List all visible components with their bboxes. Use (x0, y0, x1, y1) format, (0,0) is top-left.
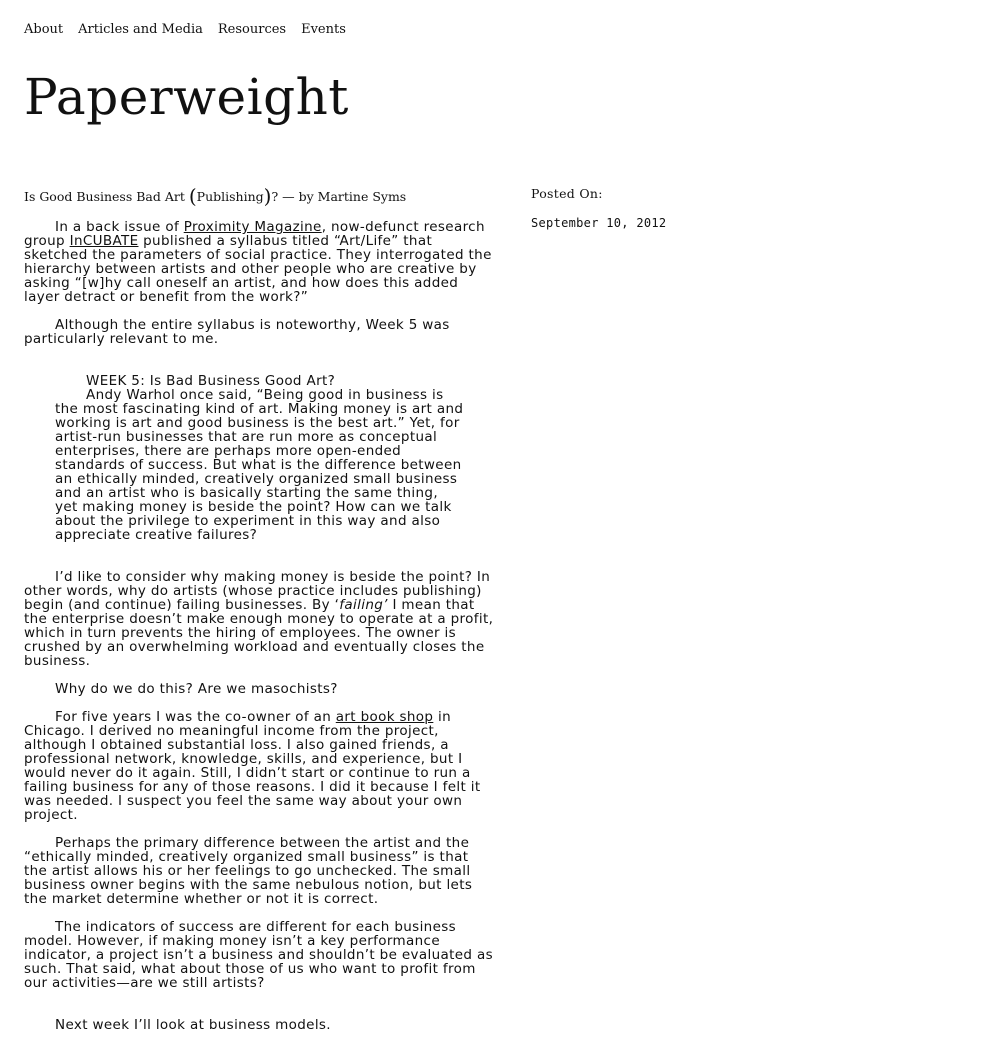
paragraph-1-text: In a back issue of (55, 219, 184, 235)
paragraph-5-text: For five years I was the co-owner of an (55, 709, 336, 725)
post-title-byline: ? — by Martine Syms (271, 189, 407, 204)
incubate-link[interactable]: InCUBATE (69, 233, 139, 249)
post-title-part1: Is Good Business Bad Art (24, 189, 189, 204)
paragraph-1 (24, 220, 494, 304)
nav-item-resources[interactable]: Resources (217, 22, 287, 37)
main-nav (24, 22, 346, 37)
post-title-paren-close: ) (263, 184, 272, 208)
proximity-magazine-link[interactable]: Proximity Magazine (183, 219, 322, 235)
nav-item-events[interactable]: Events (301, 22, 346, 37)
paragraph-5 (24, 710, 494, 822)
paragraph-4: Why do we do this? Are we masochists? (55, 681, 338, 697)
post-title (24, 184, 406, 208)
post-meta (531, 186, 751, 230)
posted-on-label: Posted On: (531, 186, 603, 201)
post-title-paren-open: ( (188, 184, 197, 208)
paragraph-1-text-mid: , now-defunct research group (24, 219, 485, 249)
paragraph-2: Although the entire syllabus is noteworthy, Week 5 was particularly relevant to me. (24, 317, 450, 347)
post-title-part2: Publishing (196, 189, 264, 204)
paragraph-1-text-end: published a syllabus titled “Art/Life” that sketched the parameters of social practice. They interrogated the hierarchy between artists and other people who are creative by asking “[w]hy call oneself an artist, and how does this added layer detract or benefit from the work?” (24, 233, 492, 305)
failing-emphasis: failing’ (339, 597, 388, 613)
paragraph-5-text-end: in Chicago. I derived no meaningful income from the project, although I obtained substantial loss. I also gained friends, a professional network, knowledge, skills, and experience, but I would never do it again. Still, I didn’t start or continue to run a failing business for any of those reasons. I did it because I felt it was needed. I suspect you feel the same way about your own project. (24, 709, 481, 823)
paragraph-3-text: I’d like to consider why making money is beside the point? In other words, why do artists (whose practice includes publishing) begin (and continue) failing businesses. By ‘ (24, 569, 491, 613)
posted-date: September 10, 2012 (531, 216, 667, 230)
nav-item-articles-and-media[interactable]: Articles and Media (78, 22, 203, 37)
syllabus-quote (55, 374, 464, 542)
paragraph-3 (24, 570, 494, 668)
art-book-shop-link[interactable]: art book shop (335, 709, 434, 725)
paragraph-8: Next week I’ll look at business models. (55, 1017, 331, 1033)
paragraph-3-text-end: I mean that the enterprise doesn’t make enough money to operate at a profit, which in turn prevents the hiring of employees. The owner is crushed by an overwhelming workload and eventually closes the business. (24, 597, 494, 669)
site-title[interactable]: Paperweight (24, 68, 349, 126)
quote-body: Andy Warhol once said, “Being good in business is the most fascinating kind of art. Making money is art and working is art and good business is the best art.” Yet, for artist-run businesses that are run more as conceptual enterprises, there are perhaps more open-ended standards of success. But what is the difference between an ethically minded, creatively organized small business and an artist who is basically starting the same thing, yet making money is beside the point? How can we talk about the privilege to experiment in this way and also appreciate creative failures? (55, 387, 464, 543)
article-body (24, 220, 494, 1046)
nav-item-about[interactable]: About (24, 22, 64, 37)
paragraph-6: Perhaps the primary difference between the artist and the “ethically minded, creatively organized small business” is that the artist allows his or her feelings to go unchecked. The small business owner begins with the same nebulous notion, but lets the market determine whether or not it is correct. (24, 835, 473, 907)
paragraph-7: The indicators of success are different for each business model. However, if making money isn’t a key performance indicator, a project isn’t a business and shouldn’t be evaluated as such. That said, what about those of us who want to profit from our activities—are we still artists? (24, 919, 494, 991)
quote-heading: WEEK 5: Is Bad Business Good Art? (86, 373, 336, 389)
